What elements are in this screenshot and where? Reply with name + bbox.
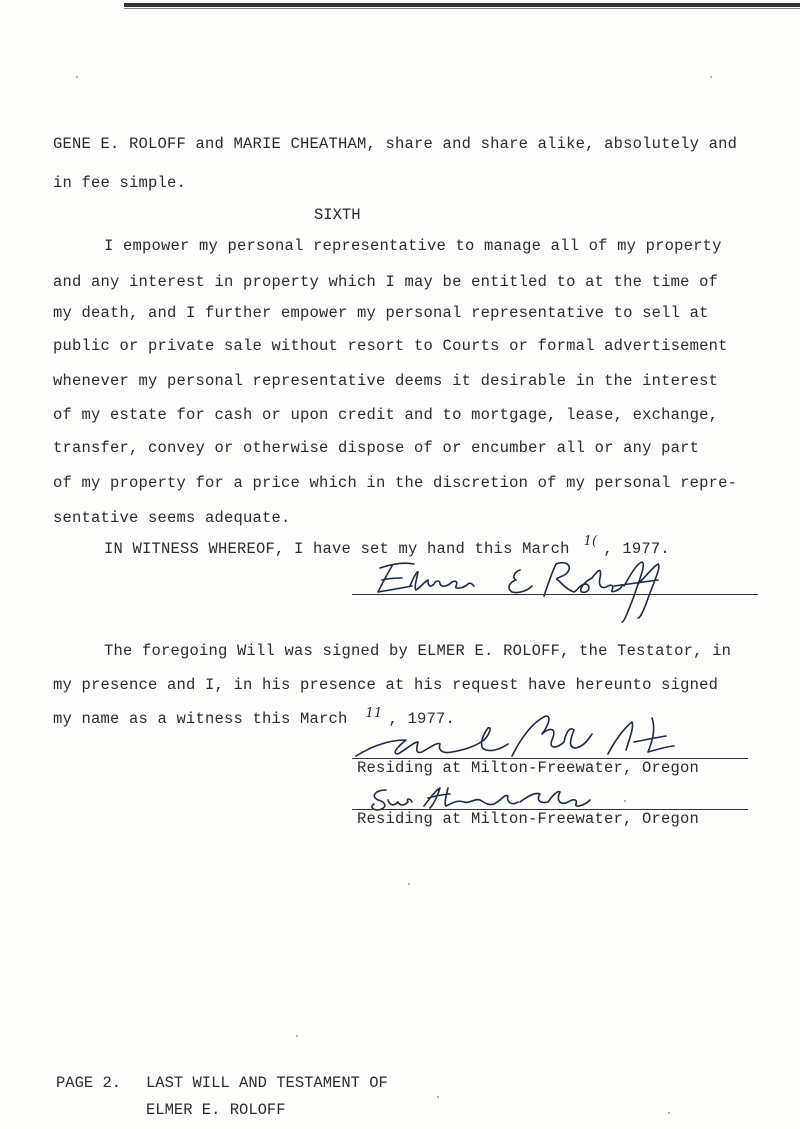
paragraph-line: of my property for a price which in the discretion of my personal repre- bbox=[53, 474, 738, 492]
witness-day-handwritten: 1( bbox=[583, 534, 598, 549]
scan-speck bbox=[437, 1096, 439, 1098]
footer-title: LAST WILL AND TESTAMENT OF bbox=[146, 1074, 388, 1092]
witness-2-signature bbox=[364, 784, 624, 812]
scan-speck bbox=[624, 800, 626, 802]
witness-1-residence: Residing at Milton-Freewater, Oregon bbox=[357, 759, 700, 777]
paragraph-line: my death, and I further empower my personal representative to sell at bbox=[53, 304, 709, 322]
paragraph-line: public or private sale without resort to Courts or formal advertisement bbox=[53, 337, 728, 355]
attestation-line: my presence and I, in his presence at his request have hereunto signed bbox=[53, 676, 719, 694]
footer-line-1 bbox=[56, 1074, 388, 1092]
scan-speck bbox=[296, 1035, 298, 1037]
scan-speck bbox=[76, 76, 78, 78]
attestation-line: The foregoing Will was signed by ELMER E. ROLOFF, the Testator, in bbox=[104, 642, 732, 660]
testator-signature bbox=[352, 556, 762, 626]
paragraph-line: transfer, convey or otherwise dispose of or encumber all or any part bbox=[53, 439, 700, 457]
footer-name: ELMER E. ROLOFF bbox=[146, 1101, 286, 1119]
attestation-text: my name as a witness this March bbox=[53, 710, 348, 728]
paragraph-line: sentative seems adequate. bbox=[53, 509, 291, 527]
scan-speck bbox=[408, 883, 410, 885]
witness-1-signature bbox=[352, 712, 752, 764]
paragraph-line: and any interest in property which I may be entitled to at the time of bbox=[53, 273, 719, 291]
witness-2-residence: Residing at Milton-Freewater, Oregon bbox=[357, 810, 700, 828]
testator-signature-line bbox=[352, 594, 758, 595]
paragraph-line: of my estate for cash or upon credit and to mortgage, lease, exchange, bbox=[53, 406, 719, 424]
attestation-day-handwritten: 11 bbox=[365, 706, 383, 721]
text-line: GENE E. ROLOFF and MARIE CHEATHAM, share and share alike, absolutely and bbox=[53, 135, 738, 153]
top-edge-rule-shadow bbox=[124, 8, 800, 9]
section-heading: SIXTH bbox=[314, 206, 361, 224]
footer-page-label: PAGE 2. bbox=[56, 1074, 122, 1092]
paragraph-line: whenever my personal representative deems it desirable in the interest bbox=[53, 372, 719, 390]
scan-speck bbox=[710, 76, 712, 78]
attestation-year: , 1977. bbox=[388, 710, 456, 728]
scan-speck bbox=[668, 1112, 670, 1114]
witness-clause-text: IN WITNESS WHEREOF, I have set my hand this March bbox=[104, 540, 570, 558]
top-edge-rule bbox=[124, 3, 800, 7]
paragraph-line: I empower my personal representative to manage all of my property bbox=[104, 237, 722, 255]
witness-year: , 1977. bbox=[603, 540, 670, 558]
text-line: in fee simple. bbox=[53, 174, 187, 192]
